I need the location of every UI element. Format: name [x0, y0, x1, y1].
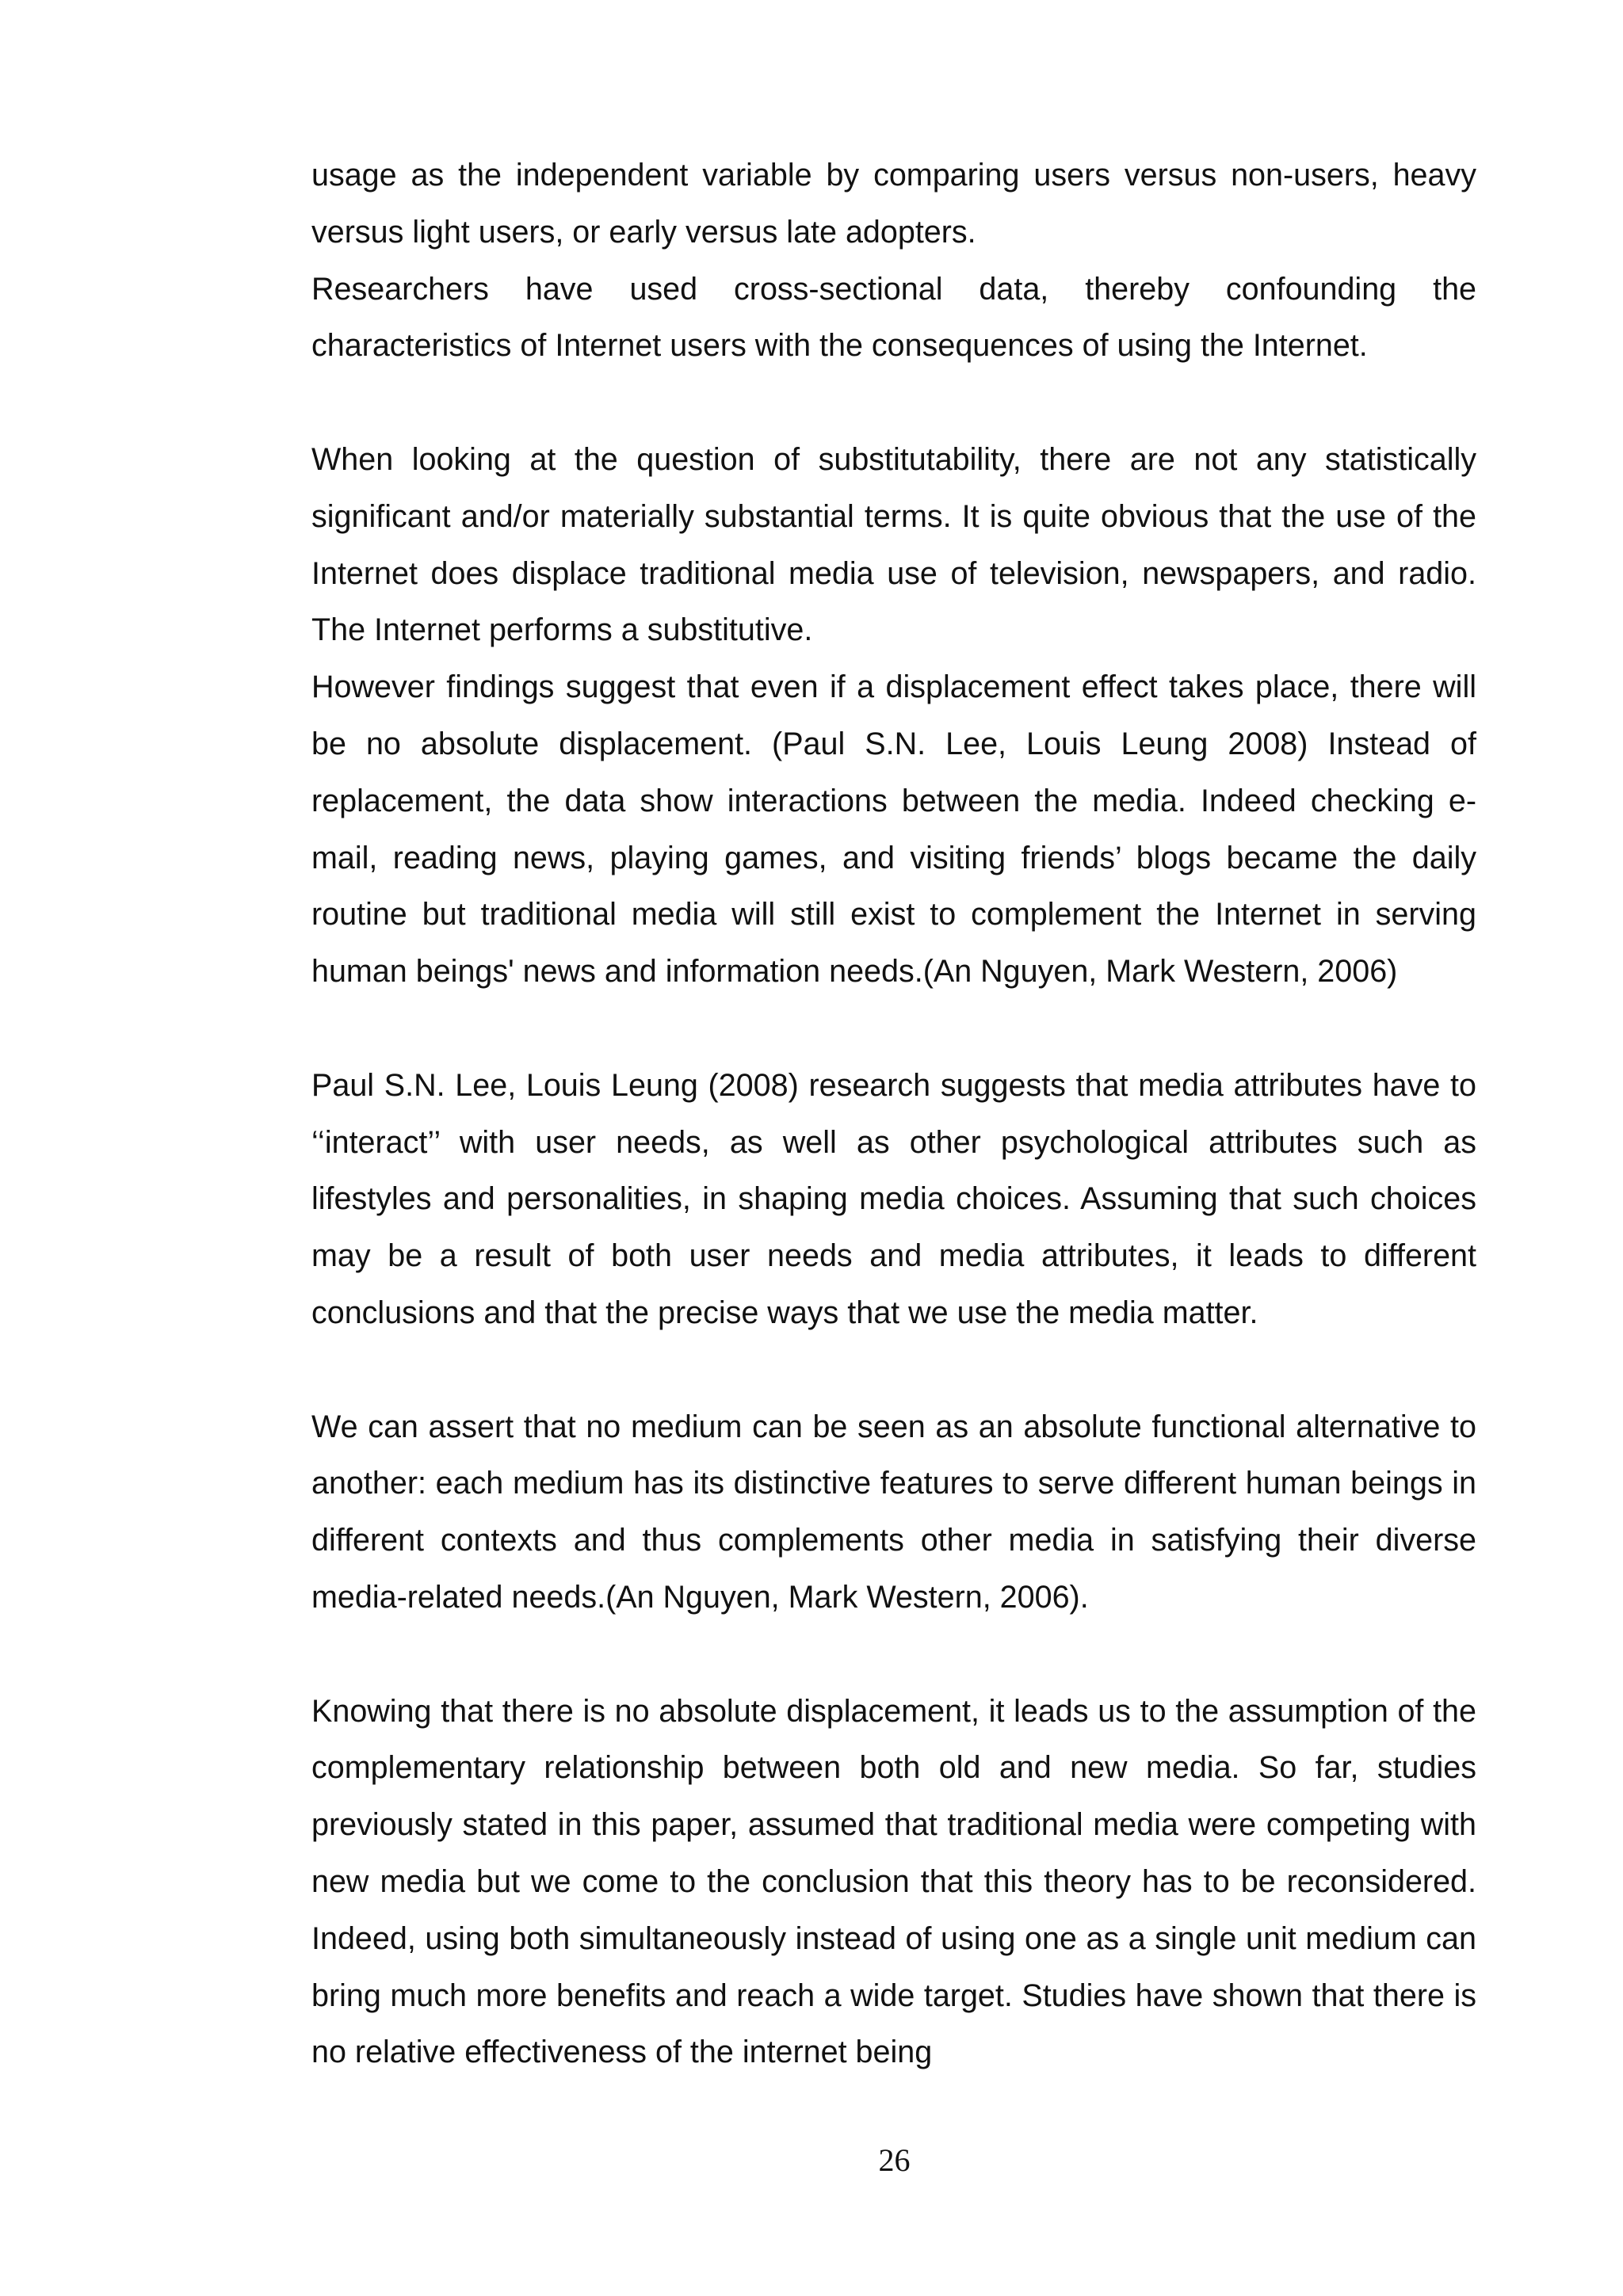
paragraph-researchers: Researchers have used cross-sectional data, thereby confounding the characteristics of Internet users with the consequences of using the Internet. — [311, 271, 1476, 364]
paragraph-complementary: Knowing that there is no absolute displacement, it leads us to the assumption of the complementary relationship between both old and new media. So far, studies previously stated in this paper, assumed that traditional media were competing with new media but we come to the conclusion that this theory has to be reconsidered. Indeed, using both simultaneously instead of using one as a single unit medium can bring much more benefits and reach a wide target. Studies have shown that there is no relative effectiveness of the internet being — [311, 1693, 1476, 2070]
paragraph-displacement: However findings suggest that even if a displacement effect takes place, there will be no absolute displacement. (Paul S.N. Lee, Louis Leung 2008) Instead of replacement, the data show interactions between the media. Indeed checking e-mail, reading news, playing games, and visiting friends’ blogs became the daily routine but traditional media will still exist to complement the Internet in serving human beings' news and information needs.(An Nguyen, Mark Western, 2006) — [311, 669, 1476, 990]
paragraph-functional-alternative: We can assert that no medium can be seen as an absolute functional alternative to another: each medium has its distinctive features to serve different human beings in different contexts and thus complements other media in satisfying their diverse media-related needs.(An Nguyen, Mark Western, 2006). — [311, 1409, 1476, 1615]
body-text — [311, 147, 1476, 2081]
paragraph-media-attributes: Paul S.N. Lee, Louis Leung (2008) research suggests that media attributes have to ‘‘interact’’ with user needs, as well as other psychological attributes such as lifestyles and personalities, in shaping media choices. Assuming that such choices may be a result of both user needs and media attributes, it leads to different conclusions and that the precise ways that we use the media matter. — [311, 1067, 1476, 1330]
paragraph-substitutability: When looking at the question of substitutability, there are not any statistically significant and/or materially substantial terms. It is quite obvious that the use of the Internet does displace traditional media use of television, newspapers, and radio. The Internet performs a substitutive. — [311, 441, 1476, 648]
paragraph-usage: usage as the independent variable by comparing users versus non-users, heavy versus light users, or early versus late adopters. — [311, 158, 1476, 250]
page-number: 26 — [878, 2142, 911, 2178]
